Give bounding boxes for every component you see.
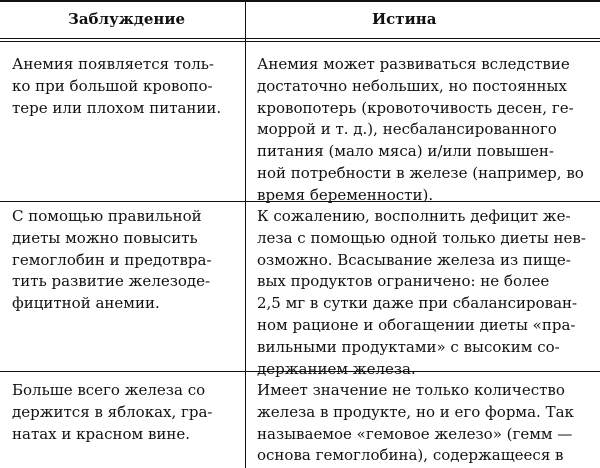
text-line: ной потребности в железе (например, во [257, 163, 584, 182]
text-line: ном рационе и обогащении диеты «пра- [257, 315, 576, 334]
header-bottom-rule [0, 38, 600, 39]
text-line: железа в продукте, но и его форма. Так [257, 402, 574, 421]
text-line: питания (мало мяса) и/или повышен- [257, 142, 554, 161]
text-line: тере или плохом питании. [12, 98, 222, 117]
header-myth: Заблуждение [68, 10, 186, 28]
text-line: диеты можно повысить [12, 228, 198, 247]
row-2-truth [257, 206, 592, 380]
text-line: вых продуктов ограничено: не более [257, 272, 550, 291]
text-line: достаточно небольших, но постоянных [257, 76, 567, 95]
row-3-truth [257, 380, 592, 467]
text-line: фицитной анемии. [12, 294, 160, 313]
column-divider [245, 0, 246, 468]
row-1-myth [12, 54, 237, 119]
text-line: время беременности). [257, 185, 434, 204]
text-line: Имеет значение не только количество [257, 381, 565, 399]
text-line: леза с помощью одной только диеты нев- [257, 228, 586, 247]
text-line: держится в яблоках, гра- [12, 402, 213, 421]
text-line: 2,5 мг в сутки даже при сбалансирован- [257, 294, 578, 313]
table-top-rule [0, 0, 600, 2]
header-truth: Истина [372, 10, 437, 28]
text-line: называемое «гемовое железо» (гемм — [257, 424, 573, 443]
header-bottom-rule-double [0, 41, 600, 42]
text-line: Больше всего железа со [12, 381, 206, 399]
text-line: вильными продуктами» с высоким со- [257, 337, 560, 356]
text-line: держанием железа. [257, 359, 416, 378]
text-line: К сожалению, восполнить дефицит же- [257, 207, 571, 225]
text-line: моррой и т. д.), несбалансированного [257, 120, 557, 139]
text-line: кровопотерь (кровоточивость десен, ге- [257, 98, 574, 117]
text-line: основа гемоглобина), содержащееся в [257, 446, 564, 465]
row-1-truth [257, 54, 592, 207]
text-line: натах и красном вине. [12, 424, 191, 443]
text-line: Анемия появляется толь- [12, 55, 214, 73]
row-2-myth [12, 206, 237, 315]
text-line: гемоглобин и предотвра- [12, 250, 212, 269]
text-line: озможно. Всасывание железа из пище- [257, 250, 571, 269]
text-line: тить развитие железоде- [12, 272, 211, 291]
row-3-myth [12, 380, 237, 445]
text-line: ко при большой кровопо- [12, 76, 213, 95]
text-line: Анемия может развиваться вследствие [257, 55, 570, 73]
text-line: С помощью правильной [12, 207, 202, 225]
